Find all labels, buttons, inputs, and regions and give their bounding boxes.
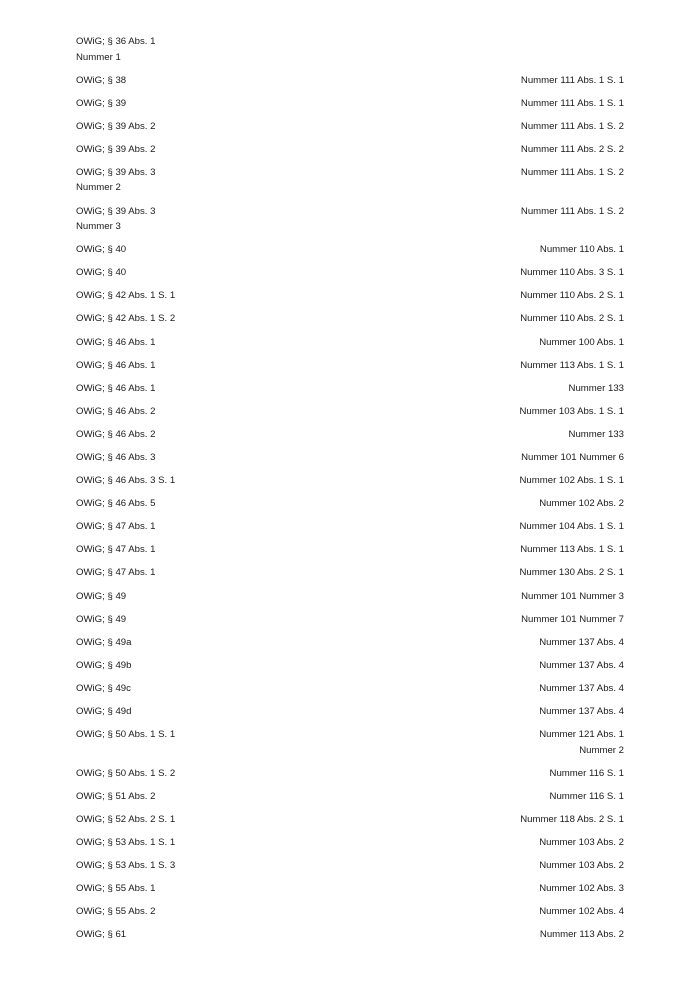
index-row bbox=[76, 142, 624, 158]
guideline-reference bbox=[520, 265, 624, 281]
law-reference-line: OWiG; § 38 bbox=[76, 74, 127, 86]
guideline-reference-line: Nummer 102 Abs. 1 S. 1 bbox=[519, 475, 624, 487]
guideline-reference-line: Nummer 2 bbox=[579, 744, 624, 756]
guideline-reference-line: Nummer 110 Abs. 2 S. 1 bbox=[520, 290, 624, 302]
index-row bbox=[76, 704, 624, 720]
law-reference-line: OWiG; § 46 Abs. 3 bbox=[76, 452, 156, 463]
index-row bbox=[76, 204, 624, 235]
law-reference bbox=[76, 404, 155, 420]
index-row bbox=[76, 73, 624, 89]
guideline-reference-line: Nummer 111 Abs. 2 S. 2 bbox=[520, 143, 624, 155]
law-reference bbox=[76, 450, 155, 466]
index-row bbox=[76, 519, 624, 535]
index-row bbox=[76, 165, 624, 196]
law-reference-line: Nummer 1 bbox=[76, 51, 121, 63]
law-reference bbox=[76, 165, 155, 196]
law-reference bbox=[76, 835, 175, 851]
guideline-reference bbox=[539, 704, 624, 720]
index-row bbox=[76, 473, 624, 489]
law-reference-line: Nummer 2 bbox=[76, 182, 121, 194]
guideline-reference bbox=[521, 589, 624, 605]
law-reference-line: OWiG; § 61 bbox=[76, 929, 127, 941]
guideline-reference bbox=[520, 311, 624, 327]
law-reference bbox=[76, 496, 155, 512]
law-reference bbox=[76, 589, 126, 605]
law-reference bbox=[76, 858, 175, 874]
law-reference-line: OWiG; § 36 Abs. 1 bbox=[76, 36, 156, 47]
guideline-reference bbox=[550, 766, 624, 782]
law-reference-line: OWiG; § 40 bbox=[76, 267, 127, 279]
guideline-reference-line: Nummer 103 Abs. 2 bbox=[539, 837, 624, 848]
law-reference bbox=[76, 812, 175, 828]
law-reference-line: OWiG; § 47 Abs. 1 bbox=[76, 521, 156, 533]
guideline-reference-line: Nummer 102 Abs. 2 bbox=[539, 498, 624, 510]
law-reference-line: OWiG; § 39 Abs. 3 bbox=[76, 166, 156, 178]
index-row bbox=[76, 96, 624, 112]
guideline-reference-line: Nummer 133 bbox=[568, 428, 624, 440]
law-reference-line: OWiG; § 42 Abs. 1 S. 1 bbox=[76, 290, 176, 302]
law-reference bbox=[76, 311, 175, 327]
guideline-reference bbox=[521, 165, 624, 181]
guideline-reference-line: Nummer 130 Abs. 2 S. 1 bbox=[519, 567, 624, 579]
guideline-reference bbox=[519, 404, 624, 420]
index-row bbox=[76, 242, 624, 258]
index-row bbox=[76, 589, 624, 605]
index-row bbox=[76, 565, 624, 581]
index-row bbox=[76, 881, 624, 897]
index-row bbox=[76, 612, 624, 628]
law-reference bbox=[76, 635, 131, 651]
law-reference-line: OWiG; § 46 Abs. 5 bbox=[76, 498, 156, 510]
guideline-reference bbox=[520, 358, 624, 374]
law-reference-line: OWiG; § 49a bbox=[76, 636, 132, 648]
law-reference-line: OWiG; § 39 Abs. 3 bbox=[76, 205, 156, 217]
law-reference bbox=[76, 565, 155, 581]
guideline-reference bbox=[539, 681, 624, 697]
guideline-reference-line: Nummer 118 Abs. 2 S. 1 bbox=[520, 813, 624, 825]
guideline-reference bbox=[539, 904, 624, 920]
law-reference-line: OWiG; § 51 Abs. 2 bbox=[76, 790, 156, 802]
guideline-reference-line: Nummer 137 Abs. 4 bbox=[539, 682, 624, 694]
guideline-reference bbox=[521, 450, 624, 466]
law-reference bbox=[76, 119, 155, 135]
guideline-reference-line: Nummer 103 Abs. 2 bbox=[539, 860, 624, 872]
guideline-reference-line: Nummer 111 Abs. 1 S. 2 bbox=[520, 120, 624, 132]
guideline-reference-line: Nummer 101 Nummer 3 bbox=[521, 590, 624, 602]
guideline-reference bbox=[519, 519, 624, 535]
guideline-reference-line: Nummer 137 Abs. 4 bbox=[539, 659, 624, 671]
law-reference-line: OWiG; § 39 bbox=[76, 97, 127, 109]
law-reference-line: OWiG; § 46 Abs. 1 bbox=[76, 359, 156, 371]
guideline-reference bbox=[539, 727, 624, 758]
index-row bbox=[76, 311, 624, 327]
law-reference bbox=[76, 242, 126, 258]
law-reference bbox=[76, 73, 126, 89]
guideline-reference-line: Nummer 101 Nummer 6 bbox=[521, 452, 624, 463]
law-reference bbox=[76, 727, 175, 743]
guideline-reference-line: Nummer 104 Abs. 1 S. 1 bbox=[519, 521, 624, 533]
guideline-reference bbox=[519, 565, 624, 581]
law-reference-line: OWiG; § 46 Abs. 3 S. 1 bbox=[76, 475, 176, 487]
index-row bbox=[76, 496, 624, 512]
law-reference-line: OWiG; § 46 Abs. 2 bbox=[76, 428, 156, 440]
guideline-reference-line: Nummer 113 Abs. 2 bbox=[539, 929, 624, 941]
law-reference-line: OWiG; § 50 Abs. 1 S. 1 bbox=[76, 729, 176, 741]
index-row bbox=[76, 681, 624, 697]
law-reference bbox=[76, 142, 155, 158]
law-reference bbox=[76, 96, 126, 112]
law-reference bbox=[76, 681, 131, 697]
law-reference-line: OWiG; § 47 Abs. 1 bbox=[76, 544, 156, 556]
guideline-reference bbox=[521, 204, 624, 220]
law-reference-line: OWiG; § 39 Abs. 2 bbox=[76, 143, 156, 155]
index-row bbox=[76, 542, 624, 558]
guideline-reference bbox=[550, 789, 624, 805]
law-reference bbox=[76, 612, 126, 628]
index-row bbox=[76, 288, 624, 304]
index-row bbox=[76, 450, 624, 466]
law-reference-line: OWiG; § 53 Abs. 1 S. 1 bbox=[76, 837, 176, 848]
index-row bbox=[76, 766, 624, 782]
law-reference bbox=[76, 519, 155, 535]
guideline-reference-line: Nummer 102 Abs. 4 bbox=[539, 906, 624, 918]
guideline-reference bbox=[521, 119, 624, 135]
index-row bbox=[76, 404, 624, 420]
law-reference-line: OWiG; § 46 Abs. 2 bbox=[76, 405, 156, 417]
guideline-reference-line: Nummer 116 S. 1 bbox=[549, 767, 624, 779]
guideline-reference bbox=[569, 381, 624, 397]
guideline-reference-line: Nummer 102 Abs. 3 bbox=[539, 883, 624, 895]
law-reference-line: OWiG; § 55 Abs. 1 bbox=[76, 883, 156, 895]
index-row bbox=[76, 119, 624, 135]
index-row bbox=[76, 835, 624, 851]
law-reference-line: OWiG; § 39 Abs. 2 bbox=[76, 120, 156, 132]
guideline-reference-line: Nummer 137 Abs. 4 bbox=[539, 706, 624, 718]
guideline-reference-line: Nummer 111 Abs. 1 S. 2 bbox=[520, 166, 624, 178]
law-reference-line: OWiG; § 50 Abs. 1 S. 2 bbox=[76, 767, 176, 779]
guideline-reference bbox=[520, 288, 624, 304]
guideline-reference bbox=[539, 335, 624, 351]
guideline-reference bbox=[521, 73, 624, 89]
guideline-reference bbox=[539, 881, 624, 897]
guideline-reference bbox=[539, 658, 624, 674]
guideline-reference-line: Nummer 133 bbox=[568, 382, 624, 394]
law-reference bbox=[76, 789, 155, 805]
index-row bbox=[76, 927, 624, 943]
index-row bbox=[76, 727, 624, 758]
guideline-reference-line: Nummer 101 Nummer 7 bbox=[521, 613, 624, 625]
law-reference-line: OWiG; § 46 Abs. 1 bbox=[76, 336, 156, 348]
guideline-reference bbox=[521, 96, 624, 112]
guideline-reference-line: Nummer 110 Abs. 2 S. 1 bbox=[520, 313, 624, 325]
index-row bbox=[76, 635, 624, 651]
index-page bbox=[76, 34, 624, 950]
law-reference bbox=[76, 335, 155, 351]
guideline-reference bbox=[569, 427, 624, 443]
index-row bbox=[76, 34, 624, 65]
guideline-reference bbox=[539, 835, 624, 851]
law-reference bbox=[76, 927, 126, 943]
guideline-reference bbox=[520, 812, 624, 828]
law-reference-line: OWiG; § 49 bbox=[76, 590, 127, 602]
law-reference bbox=[76, 358, 155, 374]
law-reference bbox=[76, 265, 126, 281]
guideline-reference bbox=[539, 635, 624, 651]
guideline-reference-line: Nummer 121 Abs. 1 bbox=[539, 729, 624, 741]
index-row bbox=[76, 427, 624, 443]
law-reference-line: OWiG; § 53 Abs. 1 S. 3 bbox=[76, 860, 176, 872]
index-row bbox=[76, 265, 624, 281]
law-reference-line: OWiG; § 49 bbox=[76, 613, 127, 625]
index-row bbox=[76, 858, 624, 874]
law-reference bbox=[76, 427, 155, 443]
guideline-reference bbox=[520, 542, 624, 558]
index-row bbox=[76, 358, 624, 374]
law-reference bbox=[76, 473, 175, 489]
guideline-reference-line: Nummer 113 Abs. 1 S. 1 bbox=[520, 359, 624, 371]
guideline-reference-line: Nummer 110 Abs. 1 bbox=[539, 244, 624, 256]
guideline-reference bbox=[519, 473, 624, 489]
guideline-reference-line: Nummer 103 Abs. 1 S. 1 bbox=[519, 405, 624, 417]
guideline-reference-line: Nummer 100 Abs. 1 bbox=[539, 336, 624, 348]
index-row bbox=[76, 904, 624, 920]
guideline-reference bbox=[521, 612, 624, 628]
guideline-reference bbox=[540, 242, 624, 258]
law-reference-line: Nummer 3 bbox=[76, 221, 121, 233]
law-reference-line: OWiG; § 52 Abs. 2 S. 1 bbox=[76, 813, 176, 825]
guideline-reference-line: Nummer 110 Abs. 3 S. 1 bbox=[520, 267, 624, 279]
law-reference-line: OWiG; § 46 Abs. 1 bbox=[76, 382, 156, 394]
law-reference-line: OWiG; § 42 Abs. 1 S. 2 bbox=[76, 313, 176, 325]
law-reference bbox=[76, 704, 131, 720]
guideline-reference bbox=[521, 142, 624, 158]
law-reference bbox=[76, 204, 155, 235]
law-reference bbox=[76, 34, 155, 65]
law-reference-line: OWiG; § 49b bbox=[76, 659, 132, 671]
guideline-reference bbox=[539, 496, 624, 512]
guideline-reference bbox=[540, 927, 624, 943]
guideline-reference-line: Nummer 111 Abs. 1 S. 2 bbox=[520, 205, 624, 217]
law-reference bbox=[76, 881, 155, 897]
guideline-reference bbox=[539, 858, 624, 874]
law-reference bbox=[76, 542, 155, 558]
law-reference bbox=[76, 766, 175, 782]
law-reference-line: OWiG; § 47 Abs. 1 bbox=[76, 567, 156, 579]
guideline-reference-line: Nummer 113 Abs. 1 S. 1 bbox=[520, 544, 624, 556]
law-reference-line: OWiG; § 40 bbox=[76, 244, 127, 256]
index-row bbox=[76, 812, 624, 828]
guideline-reference-line: Nummer 137 Abs. 4 bbox=[539, 636, 624, 648]
index-row bbox=[76, 789, 624, 805]
law-reference bbox=[76, 904, 155, 920]
law-reference-line: OWiG; § 49c bbox=[76, 682, 131, 694]
law-reference bbox=[76, 381, 155, 397]
index-row bbox=[76, 335, 624, 351]
law-reference-line: OWiG; § 55 Abs. 2 bbox=[76, 906, 156, 918]
guideline-reference-line: Nummer 116 S. 1 bbox=[549, 790, 624, 802]
guideline-reference-line: Nummer 111 Abs. 1 S. 1 bbox=[520, 97, 624, 109]
index-row bbox=[76, 381, 624, 397]
law-reference-line: OWiG; § 49d bbox=[76, 706, 132, 718]
guideline-reference-line: Nummer 111 Abs. 1 S. 1 bbox=[520, 74, 624, 86]
law-reference bbox=[76, 658, 131, 674]
law-reference bbox=[76, 288, 175, 304]
index-row bbox=[76, 658, 624, 674]
